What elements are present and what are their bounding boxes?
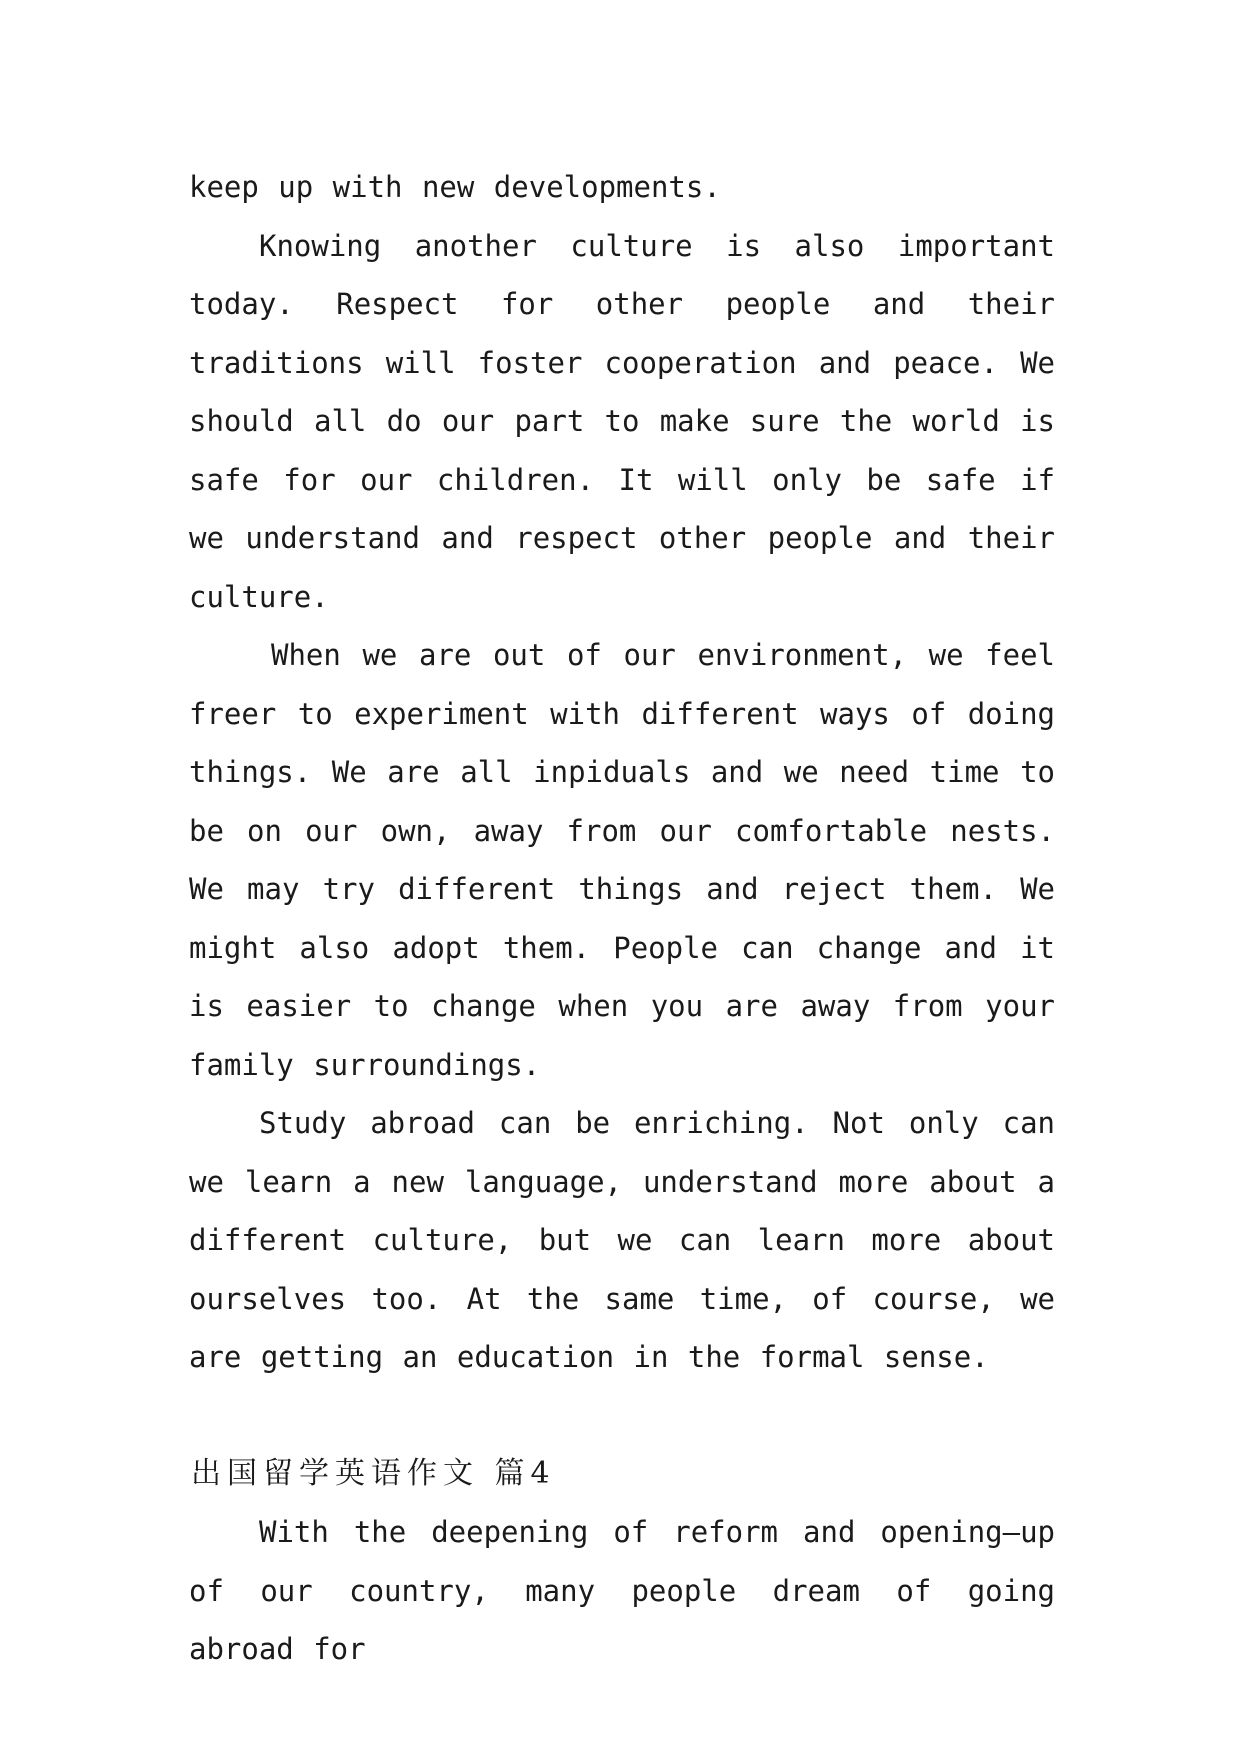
- document-page: [189, 158, 1055, 1679]
- paragraph-continuation: keep up with new developments.: [189, 170, 721, 204]
- paragraph-environment: When we are out of our environment, we feel freer to experiment with different ways of doing things. We are all inpiduals and we need time to be on our own, away from our comfortable nests. We may try different things and reject them. We might also adopt them. People can change and it is easier to change when you are away from your family surroundings.: [189, 638, 1055, 1082]
- paragraph-culture: Knowing another culture is also important today. Respect for other people and their traditions will foster cooperation and peace. We should all do our part to make sure the world is safe for our children. It will only be safe if we understand and respect other people and their culture.: [189, 228, 1055, 614]
- paragraph-enriching: Study abroad can be enriching. Not only can we learn a new language, understand more about a different culture, but we can learn more about ourselves too. At the same time, of course, we are getting an education in the formal sense.: [189, 1106, 1055, 1374]
- section-heading: 出国留学英语作文 篇4: [191, 1455, 556, 1491]
- paragraph-section-start: With the deepening of reform and opening—up of our country, many people dream of going abroad for: [189, 1515, 1055, 1666]
